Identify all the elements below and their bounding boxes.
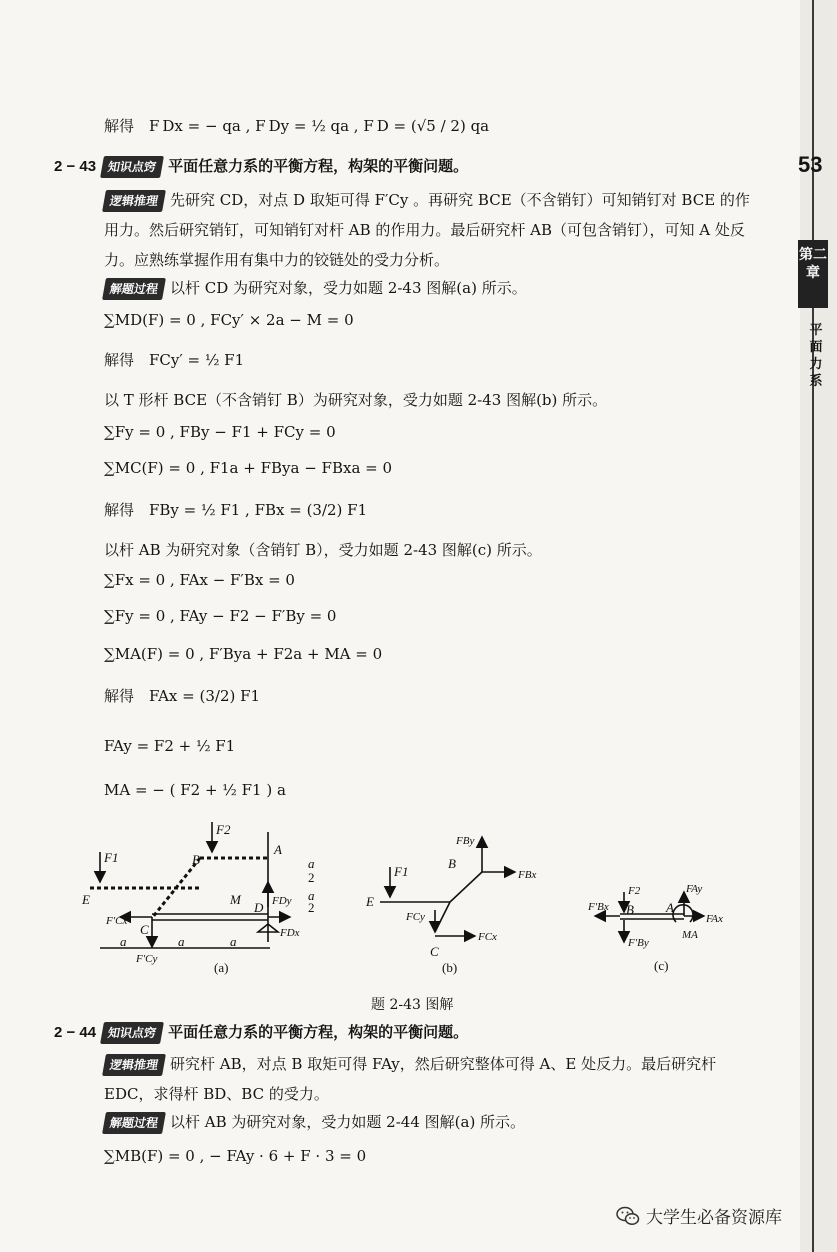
label: A [274,842,282,857]
label: a [120,934,127,949]
label: a [308,856,315,871]
label: B [192,852,200,867]
label: E [82,892,90,907]
label: a [308,888,315,903]
label: FAy [686,883,703,895]
equation: 解得 FAx = (3/2) F1 [104,687,261,705]
process-text: 以杆 CD 为研究对象，受力如题 2-43 图解(a) 所示。 [170,279,527,297]
label: FBy [456,835,475,847]
bar [435,902,450,932]
label: M [230,892,241,907]
label: 2 [308,870,315,885]
label: C [140,922,149,937]
process-line [104,278,527,300]
problem-heading-2-43 [54,156,468,178]
page-edge-line [812,0,814,1252]
reasoning-text: 先研究 CD，对点 D 取矩可得 F′Cy 。再研究 BCE（不含销钉）可知销钉对 BCE 的作 [170,191,750,209]
figure-b [380,837,515,936]
label: FCx [478,931,497,943]
reasoning-line: 用力。然后研究销钉，可知销钉对杆 AB 的作用力。最后研究杆 AB（可包含销钉），可知 A 处反 [104,221,745,239]
equation: ∑Fy = 0 , FBy − F1 + FCy = 0 [104,423,336,441]
label: MA [682,929,698,941]
label: D [254,900,264,915]
knowledge-tag: 知识点窍 [100,156,164,178]
bar [450,872,482,902]
equation: MA = − ( F2 + ½ F1 ) a [104,781,286,799]
label: F′By [628,937,649,949]
figure-a [90,822,290,948]
section-tab: 平面力系 [809,323,823,389]
equation: 解得 FCy′ = ½ F1 [104,351,245,369]
label: F1 [104,850,119,865]
caption-a: (a) [214,960,229,975]
label: C [430,944,439,959]
figure-2-43 [80,812,723,987]
label: FDy [272,895,292,907]
caption-b: (b) [442,960,458,975]
wechat-icon [616,1204,640,1228]
wechat-watermark [616,1203,782,1228]
label: FAx [706,913,723,925]
text-line: 以 T 形杆 BCE（不含销钉 B）为研究对象，受力如题 2-43 图解(b) 所示。 [104,391,608,409]
problem-topic: 平面任意力系的平衡方程，构架的平衡问题。 [168,157,469,175]
reasoning-line [104,190,750,212]
text-line: 以杆 AB 为研究对象（含销钉 B），受力如题 2-43 图解(c) 所示。 [104,541,542,559]
reasoning-line: 力。应熟练掌握作用有集中力的铰链处的受力分析。 [104,251,450,269]
dashed-member [152,858,200,918]
reasoning-text: 研究杆 AB，对点 B 取矩可得 FAy，然后研究整体可得 A、E 处反力。最后研究杆 [170,1055,717,1073]
problem-heading-2-44 [54,1022,468,1044]
equation: ∑MB(F) = 0 , − FAy · 6 + F · 3 = 0 [104,1147,367,1165]
label: F′Cy [136,953,158,965]
label: a [178,934,185,949]
equation: ∑Fx = 0 , FAx − F′Bx = 0 [104,571,295,589]
equation: ∑MA(F) = 0 , F′Bya + F2a + MA = 0 [104,645,383,663]
caption-c: (c) [654,958,669,973]
process-line [104,1112,525,1134]
label: E [366,894,374,909]
label: F′Bx [588,901,609,913]
equation: ∑MC(F) = 0 , F1a + FBya − FBxa = 0 [104,459,393,477]
page-number: 53 [798,152,823,177]
label: F1 [394,864,409,879]
chapter-tab: 第二章 [798,240,828,308]
label: F′Cx [106,915,128,927]
process-tag: 解题过程 [102,278,166,300]
label: A [666,900,674,915]
label: FCy [406,911,425,923]
equation: ∑Fy = 0 , FAy − F2 − F′By = 0 [104,607,337,625]
equation: ∑MD(F) = 0 , FCy′ × 2a − M = 0 [104,311,354,329]
figure-caption: 题 2-43 图解 [371,997,454,1013]
label: FBx [518,869,537,881]
process-tag: 解题过程 [102,1112,166,1134]
problem-number: 2 − 43 [54,158,97,175]
equation: 解得 FBy = ½ F1 , FBx = (3/2) F1 [104,501,368,519]
label: FDx [280,927,300,939]
label: B [626,902,634,917]
problem-topic: 平面任意力系的平衡方程，构架的平衡问题。 [168,1023,469,1041]
label: F2 [216,822,231,837]
label: 2 [308,900,315,915]
label: a [230,934,237,949]
reasoning-line: EDC，求得杆 BD、BC 的受力。 [104,1085,329,1103]
knowledge-tag: 知识点窍 [100,1022,164,1044]
problem-number: 2 − 44 [54,1024,97,1041]
watermark-text: 大学生必备资源库 [646,1208,782,1228]
reasoning-line [104,1054,716,1076]
equation: FAy = F2 + ½ F1 [104,737,236,755]
label: B [448,856,456,871]
page-edge [800,0,837,1252]
reasoning-tag: 逻辑推理 [102,1054,166,1076]
process-text: 以杆 AB 为研究对象，受力如题 2-44 图解(a) 所示。 [170,1113,526,1131]
solution-line: 解得 F Dx = − qa , F Dy = ½ qa , F D = (√5 / 2) qa [104,117,490,135]
label: F2 [628,885,641,897]
reasoning-tag: 逻辑推理 [102,190,166,212]
